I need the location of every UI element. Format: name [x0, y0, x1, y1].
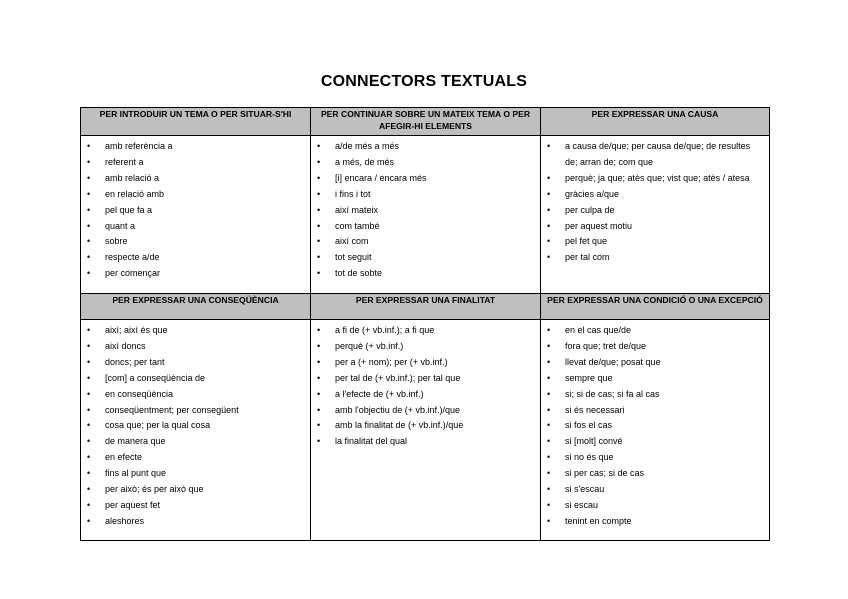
list-item: • tot de sobte — [311, 266, 540, 282]
list-item: • si s'escau — [541, 482, 769, 498]
cell-introduce-topic — [81, 136, 311, 294]
list-item: • per culpa de — [541, 203, 769, 219]
page-title: CONNECTORS TEXTUALS — [320, 73, 528, 90]
list-item: • sempre que — [541, 371, 769, 387]
list-item: • amb la finalitat de (+ vb.inf.)/que — [311, 418, 540, 434]
list-item: • així mateix — [311, 203, 540, 219]
list-item: • si escau — [541, 498, 769, 514]
cell-condition — [541, 320, 770, 541]
list-item: • si és necessari — [541, 403, 769, 419]
list-item: • doncs; per tant — [81, 355, 310, 371]
connector-list — [311, 320, 540, 450]
cell-cause — [541, 136, 770, 294]
list-item: • amb l'objectiu de (+ vb.inf.)/que — [311, 403, 540, 419]
connector-list — [541, 320, 769, 530]
list-item: • cosa que; per la qual cosa — [81, 418, 310, 434]
list-item: • així com — [311, 234, 540, 250]
list-item: • si fos el cas — [541, 418, 769, 434]
list-item: • llevat de/que; posat que — [541, 355, 769, 371]
list-item: • així; així és que — [81, 323, 310, 339]
list-item: • per tal de (+ vb.inf.); per tal que — [311, 371, 540, 387]
heading-purpose: PER EXPRESSAR UNA FINALITAT — [311, 294, 541, 320]
connector-list — [541, 136, 769, 266]
connector-list — [311, 136, 540, 282]
list-item: • fins al punt que — [81, 466, 310, 482]
list-item: • en efecte — [81, 450, 310, 466]
list-item: • perquè; ja que; atès que; vist que; atès / atesa — [541, 171, 769, 187]
list-item: • si no és que — [541, 450, 769, 466]
list-item: • a més, de més — [311, 155, 540, 171]
body-row — [81, 320, 770, 541]
list-item: • respecte a/de — [81, 250, 310, 266]
connector-list — [81, 136, 310, 282]
list-item: • perquè (+ vb.inf.) — [311, 339, 540, 355]
list-item: • [i] encara / encara més — [311, 171, 540, 187]
list-item: • per començar — [81, 266, 310, 282]
body-row — [81, 136, 770, 294]
cell-continue-topic — [311, 136, 541, 294]
list-item: • per aquest fet — [81, 498, 310, 514]
list-item: • en relació amb — [81, 187, 310, 203]
list-item: • fora que; tret de/que — [541, 339, 769, 355]
list-item: • quant a — [81, 219, 310, 235]
list-item: • tot seguit — [311, 250, 540, 266]
heading-consequence: PER EXPRESSAR UNA CONSEQÜÈNCIA — [81, 294, 311, 320]
heading-cause: PER EXPRESSAR UNA CAUSA — [541, 108, 770, 136]
heading-continue-topic: PER CONTINUAR SOBRE UN MATEIX TEMA O PER AFEGIR-HI ELEMENTS — [311, 108, 541, 136]
list-item: • tenint en compte — [541, 514, 769, 530]
list-item: • per això; és per això que — [81, 482, 310, 498]
list-item: • referent a — [81, 155, 310, 171]
list-item: • a/de més a més — [311, 139, 540, 155]
list-item: • per tal com — [541, 250, 769, 266]
list-item: • de manera que — [81, 434, 310, 450]
list-item: • amb referència a — [81, 139, 310, 155]
list-item: • conseqüentment; per consegüent — [81, 403, 310, 419]
list-item: • per aquest motiu — [541, 219, 769, 235]
list-item: • [com] a conseqüència de — [81, 371, 310, 387]
list-item: • la finalitat del qual — [311, 434, 540, 450]
list-item: • a l'efecte de (+ vb.inf.) — [311, 387, 540, 403]
list-item: • i fins i tot — [311, 187, 540, 203]
list-item: • a fi de (+ vb.inf.); a fi que — [311, 323, 540, 339]
list-item: • si [molt] convé — [541, 434, 769, 450]
list-item: • gràcies a/que — [541, 187, 769, 203]
list-item: • així doncs — [81, 339, 310, 355]
header-row — [81, 294, 770, 320]
list-item: • a causa de/que; per causa de/que; de resultes de; arran de; com que — [541, 139, 769, 171]
heading-condition: PER EXPRESSAR UNA CONDICIÓ O UNA EXCEPCIÓ — [541, 294, 770, 320]
list-item: • en el cas que/de — [541, 323, 769, 339]
connectors-table — [80, 107, 770, 541]
list-item: • com també — [311, 219, 540, 235]
list-item: • pel fet que — [541, 234, 769, 250]
list-item: • si; si de cas; si fa al cas — [541, 387, 769, 403]
header-row — [81, 108, 770, 136]
list-item: • sobre — [81, 234, 310, 250]
cell-purpose — [311, 320, 541, 541]
list-item: • en conseqüència — [81, 387, 310, 403]
list-item: • amb relació a — [81, 171, 310, 187]
list-item: • si per cas; si de cas — [541, 466, 769, 482]
list-item: • aleshores — [81, 514, 310, 530]
cell-consequence — [81, 320, 311, 541]
list-item: • per a (+ nom); per (+ vb.inf.) — [311, 355, 540, 371]
list-item: • pel que fa a — [81, 203, 310, 219]
heading-introduce-topic: PER INTRODUIR UN TEMA O PER SITUAR-S'HI — [81, 108, 311, 136]
connector-list — [81, 320, 310, 530]
